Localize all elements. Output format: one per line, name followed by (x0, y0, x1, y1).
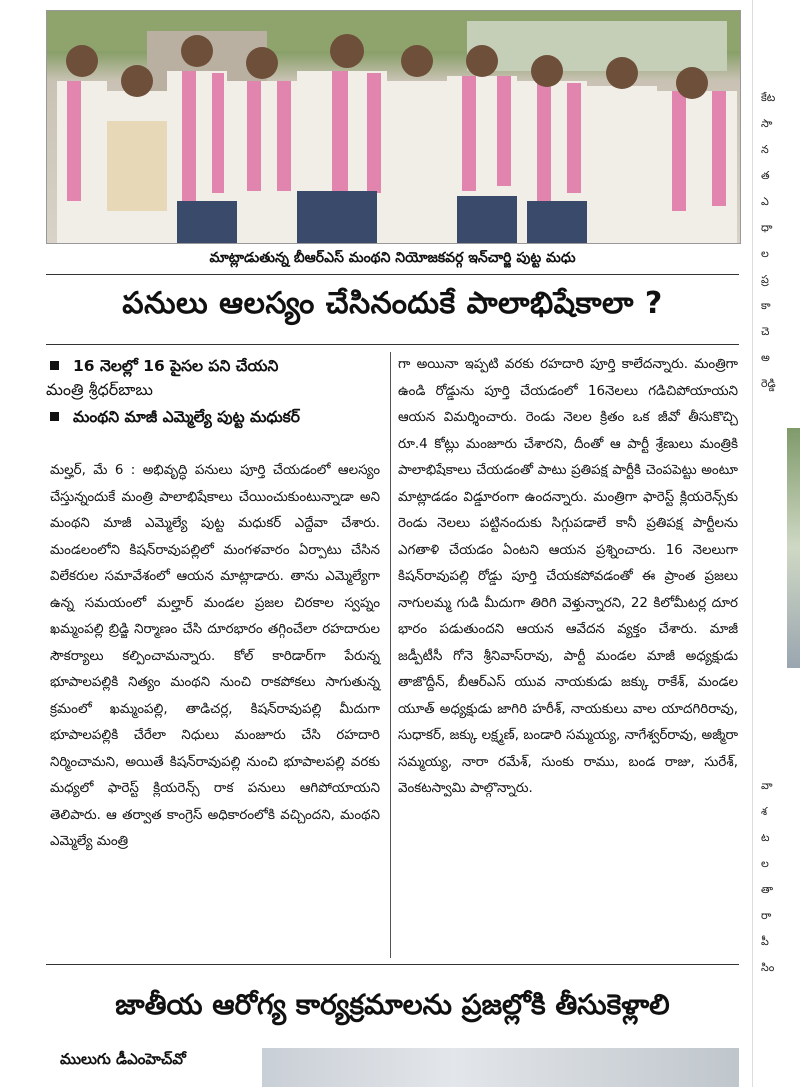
bullet-text-continued: మంత్రి శ్రీధర్‌బాబు (46, 380, 153, 399)
strip-text: ప్ర (761, 273, 769, 286)
strip-text: రెడ్డి (761, 377, 776, 390)
adjacent-column-strip (752, 0, 800, 1087)
divider (46, 344, 739, 345)
strip-text: కా (761, 299, 771, 312)
strip-text: చె (761, 325, 770, 338)
strip-text: ల (761, 857, 769, 870)
article-column-right: గా అయినా ఇప్పటి వరకు రహదారి పూర్తి కాలేదన్నారు. మంత్రిగా ఉండి రోడ్డును పూర్తి చేయడంలో 16నెలలు గడిచిపోయాయని ఆయన విమర్శించారు. రెండు నెలల క్రితం ఒక జీవో తీసుకొచ్చి రూ.4 కోట్లు మంజూరు చేశారని, దీంతో ఆ పార్టీ శ్రేణులు మంత్రికి పాలాభిషేకాలు చేయడంతో పాటు ప్రతిపక్ష పార్టీకి చెంపపెట్టు అంటూ మాట్లాడడం విడ్డూరంగా ఉందన్నారు. మంత్రిగా ఫారెస్ట్ క్లియరెన్స్‌కు రెండు నెలలు పట్టినందుకు సిగ్గుపడాలే కానీ ప్రతిపక్ష పార్టీలను ఎగతాళి చేయడం ఏంటని ఆయన ప్రశ్నించారు. 16 నెలలుగా కిషన్‌రావుపల్లి రోడ్డు పూర్తి చేయకపోవడంతో ఈ ప్రాంత ప్రజలు నాగులమ్మ గుడి మీదుగా తిరిగి వెళ్తున్నారని, 22 కిలోమీటర్ల దూర భారం పడుతుందని ఆయన ఆవేదన వ్యక్తం చేశారు. మాజీ జడ్పీటీసీ గోనె శ్రీనివాస్‌రావు, పార్టీ మండల మాజీ అధ్యక్షుడు తాజొద్దీన్, బీఆర్ఎస్ యువ నాయకుడు జక్కు రాకేశ్, మండల యూత్ అధ్యక్షుడు జాగిరి హరీశ్, నాయకులు వాల యాదగిరిరావు, సుధాకర్, జక్కు లక్ష్మణ్, బండారి సమ్మయ్య, నాగేశ్వర్‌రావు, అజ్మీరా సమ్మయ్య, నారా రమేశ్, సుంకు రాము, బండ రాజు, సురేశ్, వెంకటస్వామి పాల్గొన్నారు. (398, 357, 738, 796)
strip-text: సా (761, 117, 773, 130)
strip-text: పీ (761, 935, 769, 948)
second-article-headline: జాతీయ ఆరోగ్య కార్యక్రమాలను ప్రజల్లోకి తీసుకెళ్లాలి (115, 988, 670, 1021)
second-article-photo (262, 1048, 739, 1087)
strip-text: అ (761, 351, 770, 364)
strip-text: సిం (761, 961, 775, 974)
bullet-list (46, 352, 386, 431)
strip-photo (787, 428, 800, 668)
bullet-text: మంథని మాజీ ఎమ్మెల్యే పుట్ట మధుకర్ (73, 408, 300, 426)
divider (46, 964, 739, 965)
article-headline: పనులు ఆలస్యం చేసినందుకే పాలాభిషేకాలా ? (122, 286, 663, 321)
second-article-subhead: ములుగు డీఎంహెచ్‌వో (60, 1050, 186, 1068)
strip-text: తా (761, 883, 774, 896)
bullet-text: 16 నెలల్లో 16 పైసల పని చేయని (73, 357, 279, 375)
square-bullet-icon (50, 361, 59, 370)
strip-text: శ (761, 805, 768, 818)
strip-text: ధా (761, 221, 773, 234)
strip-text: కేట (761, 91, 776, 104)
bullet-item (46, 352, 386, 380)
strip-text: న (761, 143, 769, 156)
news-photo (46, 10, 741, 244)
strip-text: వా (761, 779, 773, 792)
strip-text: రా (761, 909, 772, 922)
bullet-item (46, 403, 386, 431)
strip-text: ట (761, 831, 770, 844)
strip-text: ఎ (761, 195, 769, 208)
strip-text: ల (761, 247, 769, 260)
article-column-left: మల్హర్, మే 6 : అభివృద్ధి పనులు పూర్తి చేయడంలో ఆలస్యం చేస్తున్నందుకే మంత్రి పాలాభిషేకాలు చేయించుకుంటున్నాడా అని మంథని మాజీ ఎమ్మెల్యే పుట్ట మధుకర్ ఎద్దేవా చేశారు. మండలంలోని కిషన్‌రావుపల్లిలో మంగళవారం ఏర్పాటు చేసిన విలేకరుల సమావేశంలో ఆయన మాట్లాడారు. తాను ఎమ్మెల్యేగా ఉన్న సమయంలో మల్హార్ మండల ప్రజల చిరకాల స్వప్నం ఖమ్మంపల్లి బ్రిడ్జి నిర్మాణం చేసి దూరభారం తగ్గించేలా రహదారుల సౌకర్యాలు కల్పించామన్నారు. కోల్ కారిడార్‌గా పేరున్న భూపాలపల్లికి నిత్యం మంథని నుంచి రాకపోకలు సాగుతున్న క్రమంలో ఖమ్మంపల్లి, తాడిచర్ల, కిషన్‌రావుపల్లి మీదుగా భూపాలపల్లికి చేరేలా నిధులు మంజూరు చేసి రహదారి నిర్మించామని, అయితే కిషన్‌రావుపల్లి నుంచి భూపాలపల్లి వరకు మధ్యలో ఫారెస్ట్ క్లియరెన్స్ రాక పనులు ఆగిపోయాయని తెలిపారు. ఆ తర్వాత కాంగ్రెస్ అధికారంలోకి వచ్చిందని, మంథని ఎమ్మెల్యే మంత్రి (50, 463, 380, 849)
column-divider (390, 352, 391, 958)
square-bullet-icon (50, 412, 59, 421)
strip-text: త (761, 169, 770, 182)
crowd-illustration (47, 11, 740, 243)
photo-caption: మాట్లాడుతున్న బీఆర్ఎస్ మంథని నియోజకవర్గ ఇన్‌చార్జి పుట్ట మధు (46, 244, 739, 275)
